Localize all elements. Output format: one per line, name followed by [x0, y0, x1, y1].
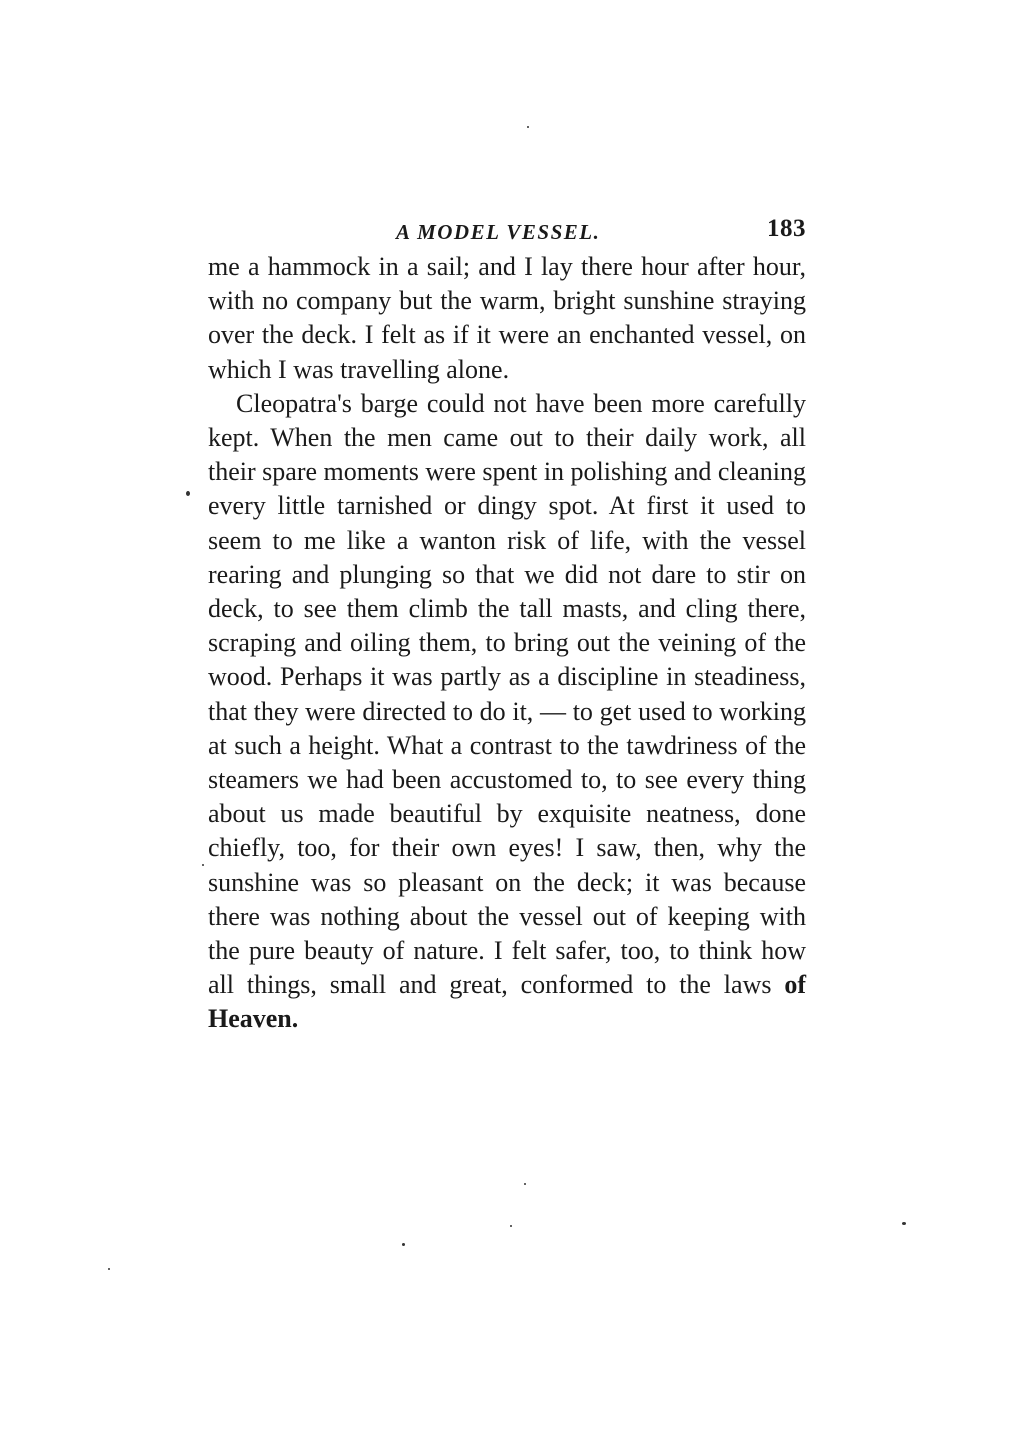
paragraph-2 — [208, 387, 806, 1037]
print-speck — [524, 1183, 526, 1185]
page-number: 183 — [767, 215, 806, 242]
print-speck — [108, 1268, 110, 1270]
print-speck — [402, 1243, 405, 1246]
print-speck — [510, 1225, 512, 1227]
print-speck — [527, 126, 529, 128]
paragraph-2-closing: of Heaven. — [208, 970, 806, 1034]
paragraph-1: me a hammock in a sail; and I lay there hour after hour, with no company but the warm, bright sunshine straying over the deck. I felt as if it were an enchanted vessel, on which I was travelling alone. — [208, 252, 806, 384]
running-title: A MODEL VESSEL. — [396, 220, 601, 244]
body-text — [208, 250, 806, 1037]
print-speck — [186, 491, 190, 496]
paragraph-2-text: Cleopatra's barge could not have been more carefully kept. When the men came out to their daily work, all their spare moments were spent in polishing and cleaning every little tarnished or dingy spot. At first it used to seem to me like a wanton risk of life, with the vessel rearing and plunging so that we did not dare to stir on deck, to see them climb the tall masts, and cling there, scraping and oiling them, to bring out the veining of the wood. Perhaps it was partly as a discipline in steadiness, that they were directed to do it, — to get used to working at such a height. What a contrast to the tawdriness of the steamers we had been accustomed to, to see every thing about us made beautiful by exquisite neatness, done chiefly, too, for their own eyes! I saw, then, why the sunshine was so pleasant on the deck; it was because there was nothing about the vessel out of keeping with the pure beauty of nature. I felt safer, too, to think how all things, small and great, conformed to the laws — [208, 388, 806, 1000]
print-speck — [202, 864, 204, 866]
running-head — [208, 215, 806, 249]
print-speck — [902, 1222, 906, 1225]
